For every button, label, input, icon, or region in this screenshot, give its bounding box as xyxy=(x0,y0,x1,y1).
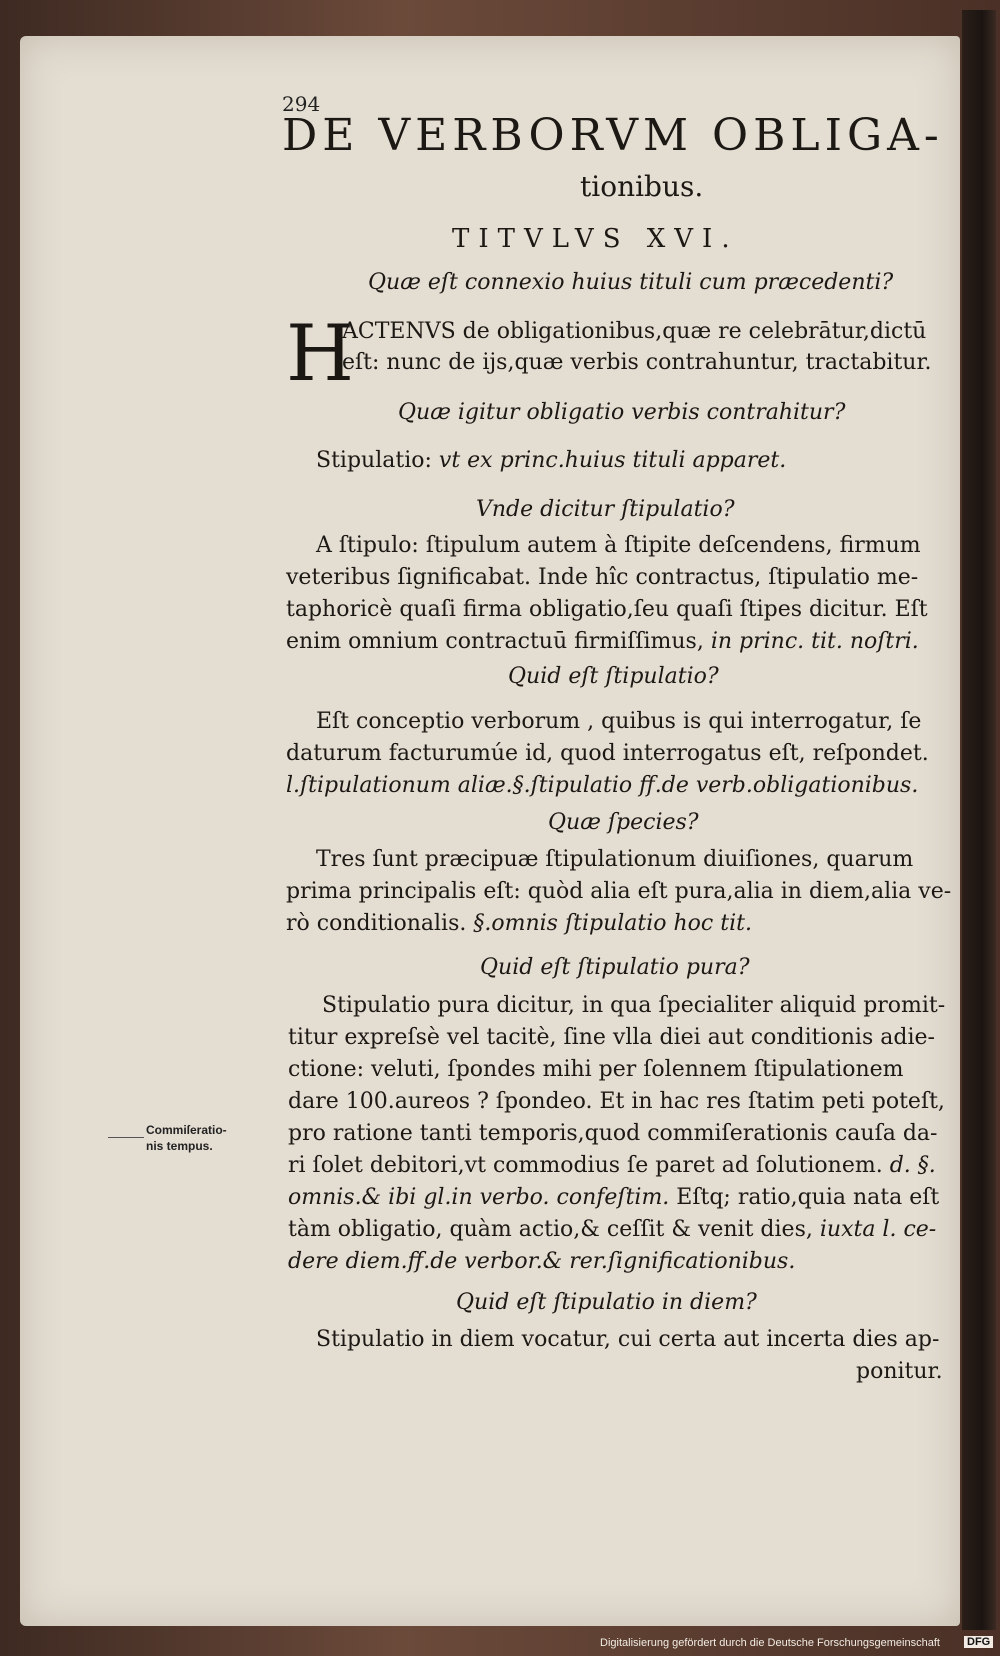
margin-note xyxy=(146,1122,227,1154)
question-5: Quæ ſpecies? xyxy=(548,810,699,835)
para1-line1: ACTENVS de obligationibus,quæ re celebrātur,dictū xyxy=(342,319,927,344)
question-2: Quæ igitur obligatio verbis contrahitur? xyxy=(398,400,846,425)
dropcap: H xyxy=(286,309,355,399)
para3-text: enim omnium contractuū firmiſſimus, xyxy=(286,629,711,654)
margin-rule xyxy=(108,1137,144,1138)
question-3: Vnde dicitur ſtipulatio? xyxy=(476,497,735,522)
title-sub: TITVLVS XVI. xyxy=(452,224,739,254)
para5-line2: prima principalis eſt: quòd alia eſt pura,alia in diem,alia ve- xyxy=(286,879,952,904)
para6-l7-cite: omnis.& ibi gl.in verbo. confeſtim. xyxy=(288,1185,677,1210)
para3-line1: A ſtipulo: ſtipulum autem à ſtipite deſcendens, firmum xyxy=(316,533,921,558)
para6-line2: titur expreſsè vel tacitè, ſine vlla diei aut conditionis adie- xyxy=(288,1025,935,1050)
title-line-2: tionibus. xyxy=(580,170,704,203)
dfg-logo: DFG xyxy=(964,1636,993,1648)
para1-line2: eſt: nunc de ijs,quæ verbis contrahuntur, tractabitur. xyxy=(342,350,932,375)
question-6: Quid eſt ſtipulatio pura? xyxy=(480,955,750,980)
margin-note-line1: Commiſeratio- xyxy=(146,1123,227,1137)
para6-line6 xyxy=(288,1150,936,1181)
para2-text: Stipulatio: xyxy=(316,448,439,473)
para5-line1: Tres ſunt præcipuæ ſtipulationum diuiſiones, quarum xyxy=(316,847,914,872)
para2 xyxy=(316,445,786,476)
para6-line8 xyxy=(288,1214,936,1245)
para3-cite: in princ. tit. noſtri. xyxy=(710,629,919,654)
question-4: Quid eſt ſtipulatio? xyxy=(508,664,719,689)
para6-l6-text: ri ſolet debitori,vt commodius ſe paret ad ſolutionem. xyxy=(288,1153,890,1178)
para6-l6-cite: d. §. xyxy=(889,1153,936,1178)
para6-line5: pro ratione tanti temporis,quod commiſerationis cauſa da- xyxy=(288,1121,938,1146)
para4-line2: daturum facturumúe id, quod interrogatus eſt, reſpondet. xyxy=(286,741,929,766)
question-1: Quæ eſt connexio huius tituli cum præcedenti? xyxy=(368,270,894,295)
para5-line3 xyxy=(286,908,752,939)
title-line-1: DE VERBORVM OBLIGA- xyxy=(282,110,944,161)
para5-text: rò conditionalis. xyxy=(286,911,474,936)
para6-l8-text: tàm obligatio, quàm actio,& ceſſit & venit dies, xyxy=(288,1217,820,1242)
para7-line2: ponitur. xyxy=(856,1359,943,1384)
para4-cite: l.ſtipulationum aliæ.§.ſtipulatio ff.de verb.obligationibus. xyxy=(286,773,919,798)
para3-line2: veteribus ſignificabat. Inde hîc contractus, ſtipulatio me- xyxy=(286,565,919,590)
para3-line4 xyxy=(286,626,919,657)
para6-l7-text: Eſtq; ratio,quia nata eſt xyxy=(676,1185,940,1210)
para6-line9: dere diem.ff.de verbor.& rer.ſignificationibus. xyxy=(288,1249,796,1274)
para6-l8-cite: iuxta l. ce- xyxy=(819,1217,937,1242)
margin-note-line2: nis tempus. xyxy=(146,1139,213,1153)
footer-credit: Digitalisierung gefördert durch die Deutsche Forschungsgemeinschaft xyxy=(600,1637,940,1649)
para7-line1: Stipulatio in diem vocatur, cui certa aut incerta dies ap- xyxy=(316,1327,940,1352)
para6-line4: dare 100.aureos ? ſpondeo. Et in hac res ſtatim peti poteſt, xyxy=(288,1089,945,1114)
page-number: 294 xyxy=(282,92,321,116)
book-edge xyxy=(962,10,996,1630)
para6-line7 xyxy=(288,1182,939,1213)
para3-line3: taphoricè quaſi firma obligatio,ſeu quaſi ſtipes dicitur. Eſt xyxy=(286,597,928,622)
question-7: Quid eſt ſtipulatio in diem? xyxy=(456,1290,757,1315)
para4-line1: Eſt conceptio verborum , quibus is qui interrogatur, ſe xyxy=(316,709,922,734)
para6-line3: ctione: veluti, ſpondes mihi per ſolennem ſtipulationem xyxy=(288,1057,904,1082)
para5-cite: §.omnis ſtipulatio hoc tit. xyxy=(473,911,752,936)
para6-line1: Stipulatio pura dicitur, in qua ſpecialiter aliquid promit- xyxy=(322,993,946,1018)
para2-cite: vt ex princ.huius tituli apparet. xyxy=(438,448,787,473)
